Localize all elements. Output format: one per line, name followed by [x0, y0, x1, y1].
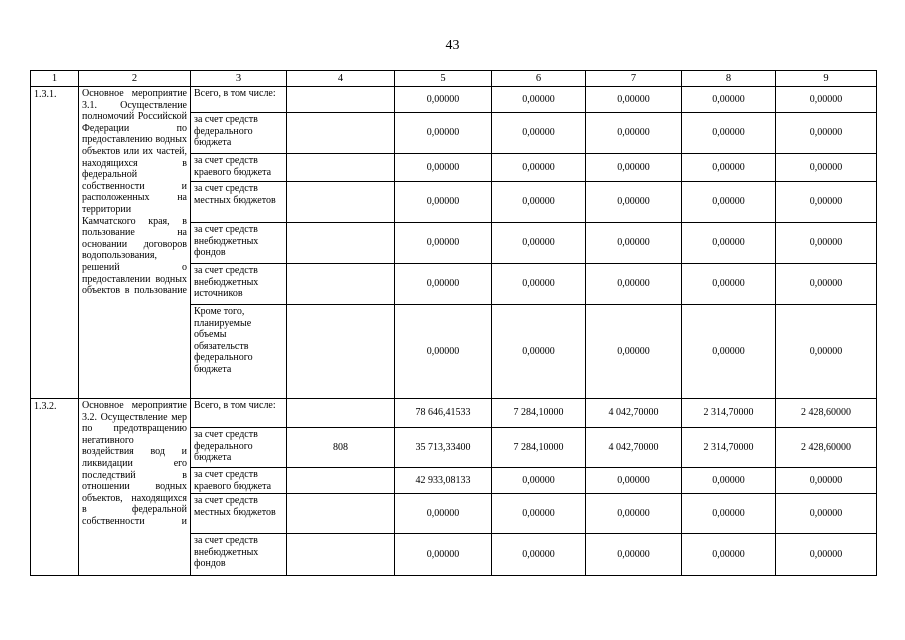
value-cell-c5: 0,00000 [395, 87, 492, 113]
value-cell-c6: 7 284,10000 [492, 428, 586, 468]
value-cell-c6: 7 284,10000 [492, 399, 586, 428]
value-cell-c5: 0,00000 [395, 223, 492, 264]
value-cell-c9: 0,00000 [776, 87, 877, 113]
value-cell-c5: 42 933,08133 [395, 468, 492, 494]
value-cell-c6: 0,00000 [492, 494, 586, 534]
value-cell-c7: 0,00000 [586, 113, 682, 154]
value-cell-c6: 0,00000 [492, 223, 586, 264]
value-cell-c8: 0,00000 [682, 534, 776, 576]
value-cell-c9: 0,00000 [776, 534, 877, 576]
value-cell-c7: 0,00000 [586, 87, 682, 113]
value-cell-c8: 0,00000 [682, 113, 776, 154]
header-cell-4: 4 [287, 71, 395, 87]
value-cell-c5: 0,00000 [395, 534, 492, 576]
value-cell-c8: 0,00000 [682, 494, 776, 534]
header-cell-1: 1 [31, 71, 79, 87]
value-cell-c9: 0,00000 [776, 468, 877, 494]
value-cell-c7: 0,00000 [586, 494, 682, 534]
header-cell-3: 3 [191, 71, 287, 87]
value-cell-c4 [287, 113, 395, 154]
page-number: 43 [445, 38, 460, 53]
value-cell-c4 [287, 534, 395, 576]
value-cell-c9: 0,00000 [776, 305, 877, 399]
value-cell-c7: 0,00000 [586, 468, 682, 494]
value-cell-c6: 0,00000 [492, 534, 586, 576]
value-cell-c4 [287, 305, 395, 399]
value-cell-c9: 2 428,60000 [776, 428, 877, 468]
value-cell-c6: 0,00000 [492, 87, 586, 113]
value-cell-c7: 0,00000 [586, 182, 682, 223]
value-cell-c4 [287, 399, 395, 428]
value-cell-c8: 0,00000 [682, 87, 776, 113]
value-cell-c5: 0,00000 [395, 113, 492, 154]
value-cell-c7: 0,00000 [586, 305, 682, 399]
funding-source: за счет средств краевого бюджета [191, 468, 287, 494]
funding-source: за счет средств местных бюджетов [191, 494, 287, 534]
value-cell-c5: 0,00000 [395, 305, 492, 399]
value-cell-c5: 0,00000 [395, 182, 492, 223]
funding-source: за счет средств местных бюджетов [191, 182, 287, 223]
value-cell-c9: 0,00000 [776, 264, 877, 305]
value-cell-c4 [287, 223, 395, 264]
header-row [31, 71, 877, 87]
funding-source: за счет средств федерального бюджета [191, 428, 287, 468]
funding-source: за счет средств внебюджетных фондов [191, 223, 287, 264]
value-cell-c5: 78 646,41533 [395, 399, 492, 428]
value-cell-c6: 0,00000 [492, 468, 586, 494]
header-cell-2: 2 [79, 71, 191, 87]
funding-source: за счет средств внебюджетных фондов [191, 534, 287, 576]
value-cell-c8: 0,00000 [682, 154, 776, 182]
value-cell-c5: 35 713,33400 [395, 428, 492, 468]
value-cell-c7: 0,00000 [586, 154, 682, 182]
funding-source: за счет средств внебюджетных источников [191, 264, 287, 305]
table-row [31, 87, 877, 113]
activity-name: Основное мероприятие 3.1. Осуществление полномочий Российской Федерации по предоставлению водных объектов или их частей, находящихся в федеральной собственности и расположенных на территории Камчатского края, в пользование на основании договоров водопользования, решений о предоставлении водных объектов в пользование [79, 87, 191, 399]
value-cell-c4: 808 [287, 428, 395, 468]
value-cell-c7: 0,00000 [586, 223, 682, 264]
value-cell-c4 [287, 264, 395, 305]
value-cell-c9: 0,00000 [776, 182, 877, 223]
value-cell-c7: 0,00000 [586, 264, 682, 305]
value-cell-c5: 0,00000 [395, 494, 492, 534]
value-cell-c9: 2 428,60000 [776, 399, 877, 428]
value-cell-c9: 0,00000 [776, 154, 877, 182]
value-cell-c6: 0,00000 [492, 113, 586, 154]
value-cell-c8: 2 314,70000 [682, 399, 776, 428]
funding-source: за счет средств федерального бюджета [191, 113, 287, 154]
funding-source: Кроме того, планируемые объемы обязательств федерального бюджета [191, 305, 287, 399]
value-cell-c4 [287, 182, 395, 223]
value-cell-c7: 0,00000 [586, 534, 682, 576]
value-cell-c9: 0,00000 [776, 223, 877, 264]
value-cell-c8: 0,00000 [682, 468, 776, 494]
value-cell-c5: 0,00000 [395, 154, 492, 182]
funding-source: за счет средств краевого бюджета [191, 154, 287, 182]
value-cell-c5: 0,00000 [395, 264, 492, 305]
activity-code: 1.3.1. [31, 87, 79, 399]
value-cell-c6: 0,00000 [492, 182, 586, 223]
value-cell-c9: 0,00000 [776, 113, 877, 154]
table-row [31, 399, 877, 428]
value-cell-c7: 4 042,70000 [586, 428, 682, 468]
activity-code: 1.3.2. [31, 399, 79, 576]
value-cell-c6: 0,00000 [492, 264, 586, 305]
value-cell-c8: 0,00000 [682, 182, 776, 223]
value-cell-c4 [287, 87, 395, 113]
header-cell-6: 6 [492, 71, 586, 87]
funding-source: Всего, в том числе: [191, 87, 287, 113]
value-cell-c8: 0,00000 [682, 223, 776, 264]
value-cell-c4 [287, 468, 395, 494]
value-cell-c4 [287, 154, 395, 182]
value-cell-c8: 2 314,70000 [682, 428, 776, 468]
value-cell-c6: 0,00000 [492, 305, 586, 399]
value-cell-c7: 4 042,70000 [586, 399, 682, 428]
header-cell-9: 9 [776, 71, 877, 87]
value-cell-c4 [287, 494, 395, 534]
funding-source: Всего, в том числе: [191, 399, 287, 428]
activity-name: Основное мероприятие 3.2. Осуществление мер по предотвращению негативного воздействия вод и ликвидации его последствий в отношении водных объектов, находящихся в федеральной собственности и [79, 399, 191, 576]
funding-table [30, 70, 877, 576]
value-cell-c6: 0,00000 [492, 154, 586, 182]
value-cell-c8: 0,00000 [682, 305, 776, 399]
header-cell-7: 7 [586, 71, 682, 87]
header-cell-8: 8 [682, 71, 776, 87]
value-cell-c8: 0,00000 [682, 264, 776, 305]
header-cell-5: 5 [395, 71, 492, 87]
value-cell-c9: 0,00000 [776, 494, 877, 534]
